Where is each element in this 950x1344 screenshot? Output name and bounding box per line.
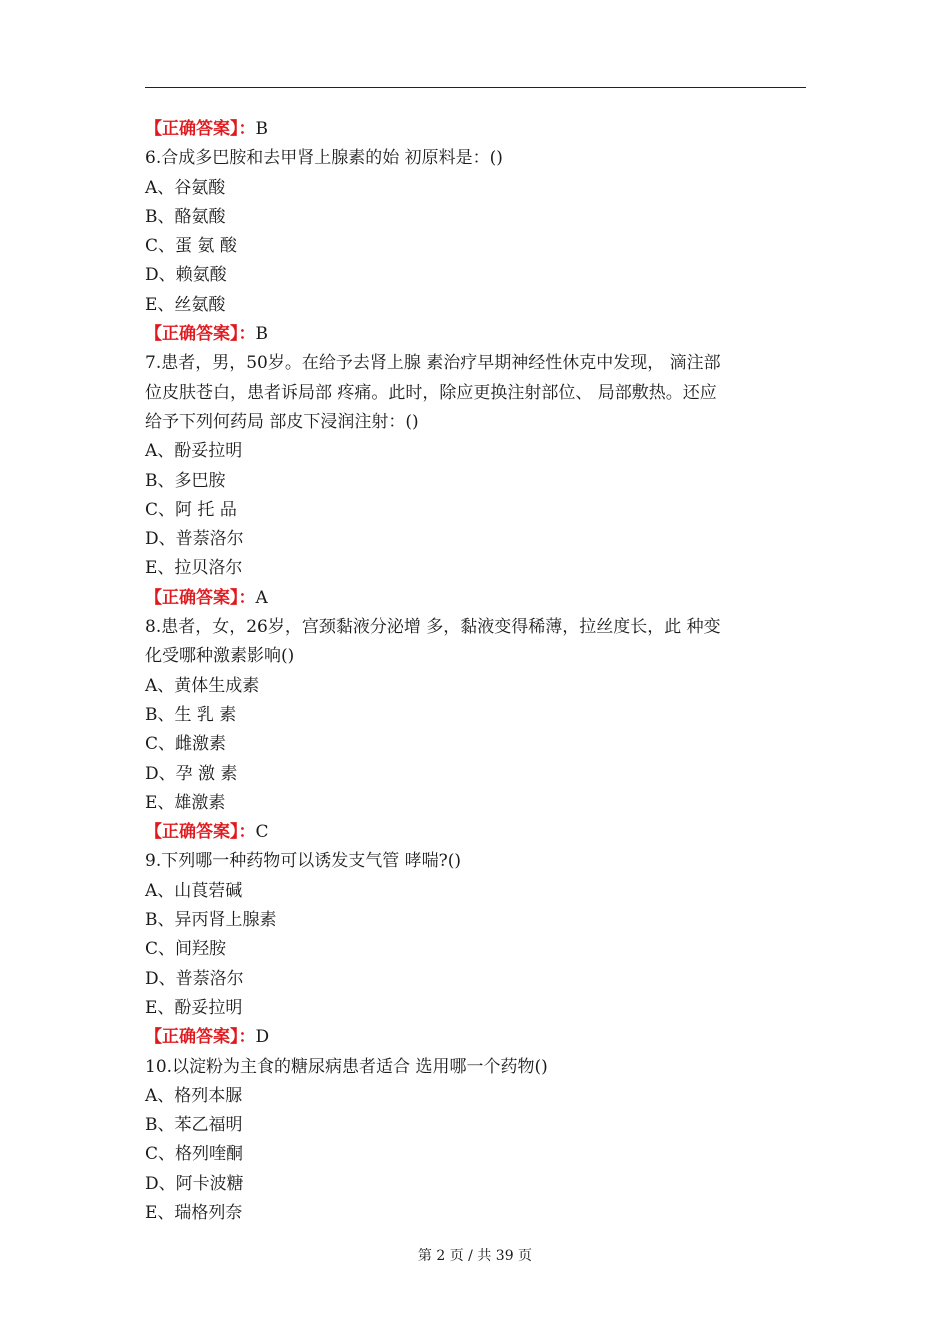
answer-value: D xyxy=(255,1027,270,1048)
header-rule xyxy=(145,87,806,88)
answer-label: 【正确答案】： xyxy=(145,587,256,608)
answer-line xyxy=(145,115,805,144)
text-line: 7.患者，男，50岁。在给予去肾上腺 素治疗早期神经性休克中发现， 滴注部 xyxy=(145,353,721,374)
text-line: D、普萘洛尔 xyxy=(145,968,244,989)
text-line: C、阿 托 品 xyxy=(145,499,237,520)
text-line: B、苯乙福明 xyxy=(145,1115,243,1136)
text-line: E、瑞格列奈 xyxy=(145,1202,243,1223)
text-line: 给予下列何药局 部皮下浸润注射：() xyxy=(145,411,419,432)
document-body xyxy=(145,115,805,1228)
text-line: C、格列喹酮 xyxy=(145,1144,244,1165)
text-line: 位皮肤苍白，患者诉局部 疼痛。此时，除应更换注射部位、 局部敷热。还应 xyxy=(145,382,717,403)
text-line: 9.下列哪一种药物可以诱发支气管 哮喘?() xyxy=(145,851,462,872)
text-line: E、丝氨酸 xyxy=(145,294,226,315)
text-line: E、酚妥拉明 xyxy=(145,997,243,1018)
answer-label: 【正确答案】： xyxy=(145,324,256,345)
text-line: 6.合成多巴胺和去甲肾上腺素的始 初原料是：() xyxy=(145,148,503,169)
text-line: E、雄激素 xyxy=(145,792,226,813)
text-line: B、多巴胺 xyxy=(145,470,226,491)
text-line: D、孕 激 素 xyxy=(145,763,238,784)
page-footer: 第 2 页 / 共 39 页 xyxy=(417,1248,533,1264)
text-line: B、异丙肾上腺素 xyxy=(145,910,277,931)
answer-value: A xyxy=(255,587,268,608)
text-line: C、蛋 氨 酸 xyxy=(145,236,237,257)
text-line: 化受哪种激素影响() xyxy=(145,646,295,667)
answer-label: 【正确答案】： xyxy=(145,1027,256,1048)
text-line: A、格列本脲 xyxy=(145,1085,243,1106)
answer-value: B xyxy=(255,119,268,139)
text-line: 8.患者，女，26岁，宫颈黏液分泌增 多，黏液变得稀薄，拉丝度长，此 种变 xyxy=(145,617,721,638)
answer-label: 【正确答案】： xyxy=(145,119,256,139)
text-line: A、山莨菪碱 xyxy=(145,880,243,901)
text-line: D、赖氨酸 xyxy=(145,265,227,286)
text-line: C、间羟胺 xyxy=(145,939,227,960)
answer-value: C xyxy=(255,822,269,843)
answer-value: B xyxy=(255,324,268,345)
text-line: A、谷氨酸 xyxy=(145,177,226,198)
text-line: B、生 乳 素 xyxy=(145,704,237,725)
text-line: D、阿卡波糖 xyxy=(145,1173,244,1194)
text-line: C、雌激素 xyxy=(145,734,227,755)
text-line: E、拉贝洛尔 xyxy=(145,558,243,579)
answer-line xyxy=(145,320,805,349)
text-line: A、酚妥拉明 xyxy=(145,441,243,462)
text-line: A、黄体生成素 xyxy=(145,675,260,696)
text-line: 10.以淀粉为主食的糖尿病患者适合 选用哪一个药物() xyxy=(145,1056,548,1077)
text-line: D、普萘洛尔 xyxy=(145,529,244,550)
answer-line xyxy=(145,818,805,847)
text-line: B、酪氨酸 xyxy=(145,206,226,227)
answer-line xyxy=(145,584,805,613)
answer-line xyxy=(145,1023,805,1052)
answer-label: 【正确答案】： xyxy=(145,822,256,843)
